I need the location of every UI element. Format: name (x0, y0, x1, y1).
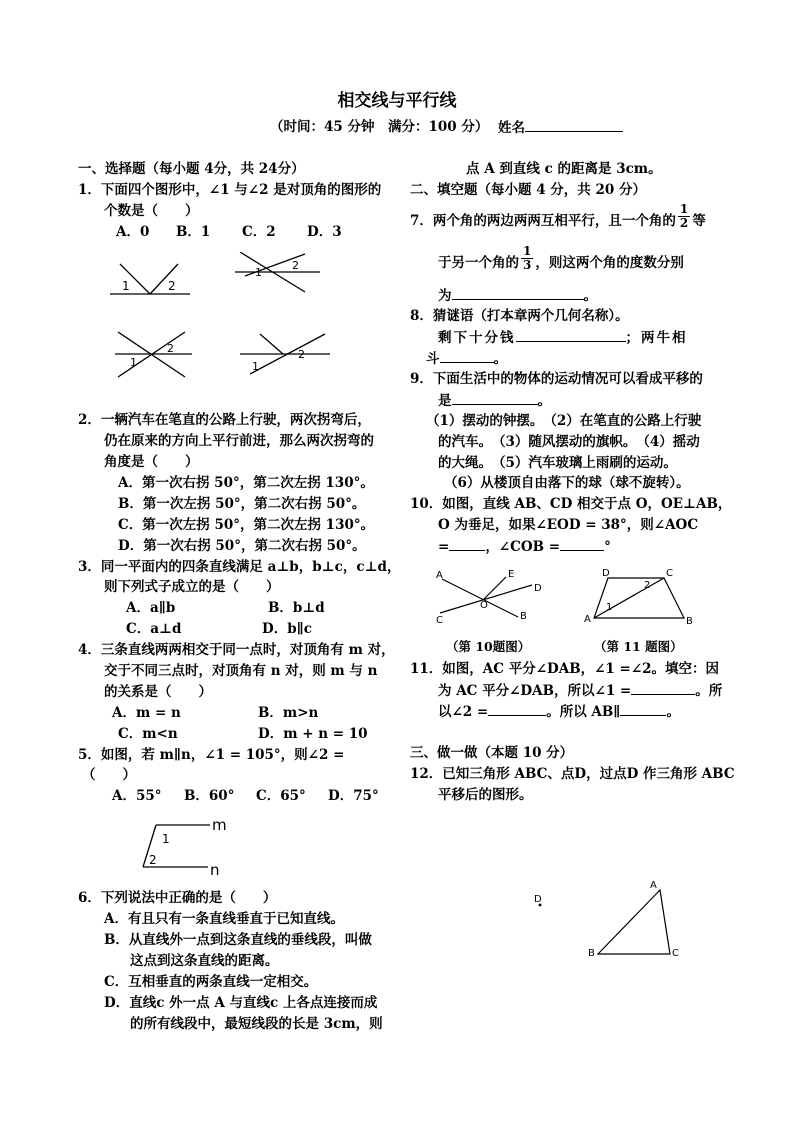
q1-option-a: A．0 (116, 224, 150, 240)
q2-stem-1: 2．一辆汽车在笔直的公路上行驶，两次拐弯后， (78, 412, 371, 428)
q3-option-b: B．b⊥d (268, 600, 325, 616)
q5-option-a: A．55° (112, 788, 162, 804)
q2-option-a: A．第一次右拐 50°，第二次左拐 130°。 (118, 475, 374, 491)
q6-option-b-2: 这点到这条直线的距离。 (130, 953, 279, 969)
q5-option-b: B．60° (184, 788, 235, 804)
q11-line-3: 以∠2 = 。所以 AB∥ 。 (438, 704, 680, 720)
q3-stem-2: 则下列式子成立的是（ ） (104, 579, 280, 595)
q10-line-2: O 为垂足，如果∠EOD = 38°，则∠AOC (438, 517, 699, 533)
q2-stem-2: 仍在原来的方向上平行前进，那么两次拐弯的 (104, 433, 374, 449)
q3-stem-1: 3．同一平面内的四条直线满足 a⊥b，b⊥c，c⊥d， (78, 559, 401, 575)
q11-line-1: 11．如图，AC 平分∠DAB，∠1 =∠2。填空：因 (410, 661, 720, 677)
q4-option-d: D．m + n = 10 (258, 726, 368, 742)
q5-option-c: C．65° (256, 788, 306, 804)
subtitle-score: 满分：100 分） (388, 119, 489, 135)
q2-stem-3: 角度是（ ） (104, 454, 199, 470)
q6-option-b-1: B．从直线外一点到这条直线的垂线段，叫做 (104, 932, 372, 948)
q2-option-b: B．第一次左拐 50°，第二次右拐 50°。 (118, 496, 366, 512)
q5-stem-1: 5．如图，若 m∥n，∠1 = 105°，则∠2 = (78, 747, 345, 763)
q1-f3-label-2: 2 (167, 342, 174, 355)
q4-option-b: B．m>n (258, 705, 319, 721)
section1-heading: 一、选择题（每小题 4分，共 24分） (78, 161, 305, 177)
q9-line-1: 9．下面生活中的物体的运动情况可以看成平移的 (410, 371, 703, 387)
q11-label-a: A (584, 614, 591, 625)
q11-label-2: 2 (644, 580, 651, 591)
q1-f3-label-1: 1 (130, 356, 137, 369)
q11-label-1: 1 (606, 602, 613, 613)
q12-line-1: 12．已知三角形 ABC、点D，过点D 作三角形 ABC (410, 766, 735, 782)
q11-figure (580, 564, 700, 630)
q12-label-c: C (672, 948, 679, 959)
q10-line-3: = ，∠COB = ° (438, 539, 611, 555)
q11-line-2: 为 AC 平分∠DAB，所以∠1 = 。所 (438, 683, 723, 699)
q12-label-a: A (650, 880, 657, 891)
q11-label-d: D (602, 568, 610, 579)
q1-f4-label-2: 2 (298, 348, 305, 361)
q1-figures (100, 252, 340, 382)
q9-line-5: 的大绳。 （5）汽车玻璃上雨刷的运动。 (438, 455, 677, 471)
q8-line-3: 斗 。 (426, 351, 507, 367)
q1-f4-label-1: 1 (252, 360, 259, 373)
q4-option-a: A．m = n (112, 705, 181, 721)
q1-f1-label-1: 1 (122, 279, 130, 293)
q1-stem-2: 个数是（ ） (104, 203, 199, 219)
q7-line-2: 于另一个角的 $\frac{1}{3}$ ，则这两个角的度数分别 (438, 244, 684, 272)
q4-option-c: C．m<n (118, 726, 178, 742)
q3-option-d: D．b∥c (262, 621, 313, 637)
q10-label-a: A (436, 570, 443, 581)
section3-heading: 三、做一做（本题 10 分） (410, 745, 574, 761)
q11-figure-caption: （第 11 题图） (594, 639, 683, 654)
q11-label-b: B (686, 616, 693, 627)
q5-label-m: m (212, 816, 227, 834)
q10-label-e: E (508, 569, 515, 580)
q4-stem-2: 交于不同三点时，对顶角有 n 对，则 m 与 n (104, 663, 378, 679)
q11-label-c: C (666, 568, 673, 579)
q9-line-3: （1）摆动的钟摆。 （2）在笔直的公路上行驶 (426, 413, 702, 429)
q1-f2-label-2: 2 (292, 259, 299, 272)
q10-figure (430, 563, 550, 633)
q10-label-c: C (436, 615, 443, 626)
q1-stem-1: 1．下面四个图形中，∠1 与∠2 是对顶角的图形的 (78, 182, 382, 198)
q8-line-2: 剩下十分钱 ；两牛相 (438, 330, 688, 346)
q10-figure-caption: （第 10题图） (446, 639, 531, 654)
q5-stem-2: （ ） (82, 767, 136, 783)
q2-option-c: C．第一次左拐 50°，第二次左拐 130°。 (118, 517, 375, 533)
q1-option-b: B．1 (176, 224, 211, 240)
q8-line-1: 8．猜谜语（打本章两个几何名称）。 (410, 308, 629, 324)
q10-label-b: B (520, 611, 527, 622)
q2-option-d: D．第一次右拐 50°，第二次右拐 50°。 (118, 538, 366, 554)
q12-label-b: B (588, 948, 595, 959)
q3-option-a: A．a∥b (126, 600, 176, 616)
q1-option-d: D．3 (307, 224, 342, 240)
q1-f1-label-2: 2 (168, 279, 176, 293)
page-title: 相交线与平行线 (337, 91, 457, 111)
subtitle-time: （时间：45 分钟 (270, 119, 375, 135)
q1-option-c: C．2 (242, 224, 276, 240)
q1-figure-3 (115, 332, 192, 377)
q5-label-n: n (210, 861, 220, 877)
q5-figure (138, 815, 238, 877)
q12-label-d: D (534, 894, 542, 905)
q10-label-d: D (534, 583, 542, 594)
q9-line-2: 是 。 (438, 393, 551, 409)
q7-line-3: 为 。 (438, 288, 597, 304)
q10-label-o: O (480, 600, 488, 611)
q9-line-4: 的汽车。 （3）随风摆动的旗帜。 （4）摇动 (438, 434, 700, 450)
q1-figure-2 (235, 252, 320, 292)
q6-option-a: A．有且只有一条直线垂直于已知直线。 (104, 911, 344, 927)
q5-option-d: D．75° (328, 788, 379, 804)
q3-option-c: C．a⊥d (126, 621, 182, 637)
q6-stem: 6．下列说法中正确的是（ ） (78, 890, 277, 906)
q7-line-1: 7．两个角的两边两两互相平行，且一个角的 $\frac{1}{2}$ 等 (410, 202, 706, 230)
q6-option-d-1: D．直线c 外一点 A 与直线c 上各点连接而成 (104, 995, 378, 1011)
q10-line-1: 10．如图，直线 AB、CD 相交于点 O，OE⊥AB， (410, 496, 732, 512)
q4-stem-1: 4．三条直线两两相交于同一点时，对顶角有 m 对， (78, 642, 395, 658)
q6-option-d-3: 点 A 到直线 c 的距离是 3cm。 (466, 161, 662, 177)
q6-option-d-2: 的所有线段中，最短线段的长是 3cm，则 (130, 1016, 383, 1032)
q9-line-6: （6）从楼顶自由落下的球（球不旋转）。 (444, 475, 690, 491)
q6-option-c: C．互相垂直的两条直线一定相交。 (104, 974, 318, 990)
section2-heading: 二、填空题（每小题 4 分，共 20 分） (410, 182, 646, 198)
q1-f2-label-1: 1 (255, 266, 262, 279)
q12-line-2: 平移后的图形。 (438, 787, 533, 803)
q5-label-2: 2 (149, 853, 157, 867)
subtitle-name: 姓名 (498, 118, 623, 137)
q4-stem-3: 的关系是（ ） (104, 684, 212, 700)
q5-label-1: 1 (162, 832, 170, 846)
q12-figure (528, 876, 698, 966)
